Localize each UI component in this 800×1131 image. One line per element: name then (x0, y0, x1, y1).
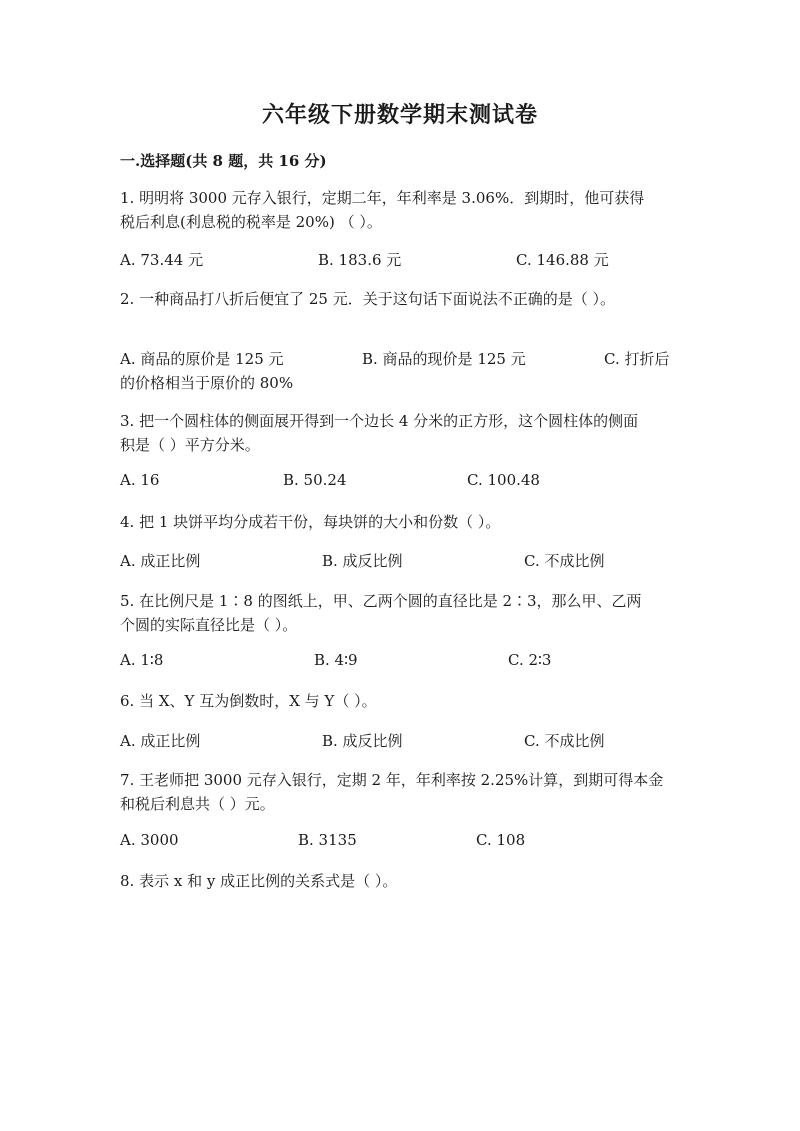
question-5-option-c: C. 2∶3 (508, 651, 552, 669)
question-7-option-a: A. 3000 (120, 831, 179, 849)
question-1-line-1: 1. 明明将 3000 元存入银行，定期二年，年利率是 3.06%．到期时，他可获得 (120, 189, 645, 207)
question-4-option-a: A. 成正比例 (120, 552, 201, 570)
question-2-option-c-continued: 的价格相当于原价的 80% (120, 374, 294, 392)
question-2-option-b: B. 商品的现价是 125 元 (362, 350, 526, 368)
question-7-option-b: B. 3135 (298, 831, 357, 849)
question-4-option-c: C. 不成比例 (524, 552, 605, 570)
question-3-line-2: 积是（ ）平方分米。 (120, 436, 260, 454)
question-2-option-c: C. 打折后 (604, 350, 670, 368)
question-4-option-b: B. 成反比例 (322, 552, 403, 570)
page-title: 六年级下册数学期末测试卷 (261, 102, 538, 128)
question-5-option-a: A. 1∶8 (120, 651, 164, 669)
question-7-option-c: C. 108 (476, 831, 526, 849)
question-1-option-c: C. 146.88 元 (516, 251, 609, 269)
question-1-option-b: B. 183.6 元 (318, 251, 402, 269)
question-5-line-1: 5. 在比例尺是 1∶8 的图纸上，甲、乙两个圆的直径比是 2∶3，那么甲、乙两 (120, 592, 642, 610)
question-6-option-c: C. 不成比例 (524, 732, 605, 750)
question-3-option-b: B. 50.24 (283, 471, 347, 489)
question-3-option-a: A. 16 (120, 471, 160, 489)
question-4-line-1: 4. 把 1 块饼平均分成若干份，每块饼的大小和份数（ ）。 (120, 513, 501, 531)
question-6-line-1: 6. 当 X、Y 互为倒数时，X 与 Y（ ）。 (120, 692, 377, 710)
section-heading: 一.选择题(共 8 题，共 16 分) (120, 152, 327, 170)
question-5-option-b: B. 4∶9 (314, 651, 358, 669)
question-3-line-1: 3. 把一个圆柱体的侧面展开得到一个边长 4 分米的正方形，这个圆柱体的侧面 (120, 412, 639, 430)
question-6-option-a: A. 成正比例 (120, 732, 201, 750)
question-7-line-1: 7. 王老师把 3000 元存入银行，定期 2 年，年利率按 2.25%计算，到期可得本金 (120, 771, 664, 789)
question-1-line-2: 税后利息(利息税的税率是 20%) （ ）。 (120, 213, 382, 231)
question-8-line-1: 8. 表示 x 和 y 成正比例的关系式是（ ）。 (120, 872, 398, 890)
question-3-option-c: C. 100.48 (467, 471, 540, 489)
question-1-option-a: A. 73.44 元 (120, 251, 204, 269)
question-2-line-1: 2. 一种商品打八折后便宜了 25 元．关于这句话下面说法不正确的是（ ）。 (120, 290, 615, 308)
question-5-line-2: 个圆的实际直径比是（ ）。 (120, 616, 298, 634)
question-6-option-b: B. 成反比例 (322, 732, 403, 750)
question-7-line-2: 和税后利息共（ ）元。 (120, 795, 275, 813)
question-2-option-a: A. 商品的原价是 125 元 (120, 350, 284, 368)
